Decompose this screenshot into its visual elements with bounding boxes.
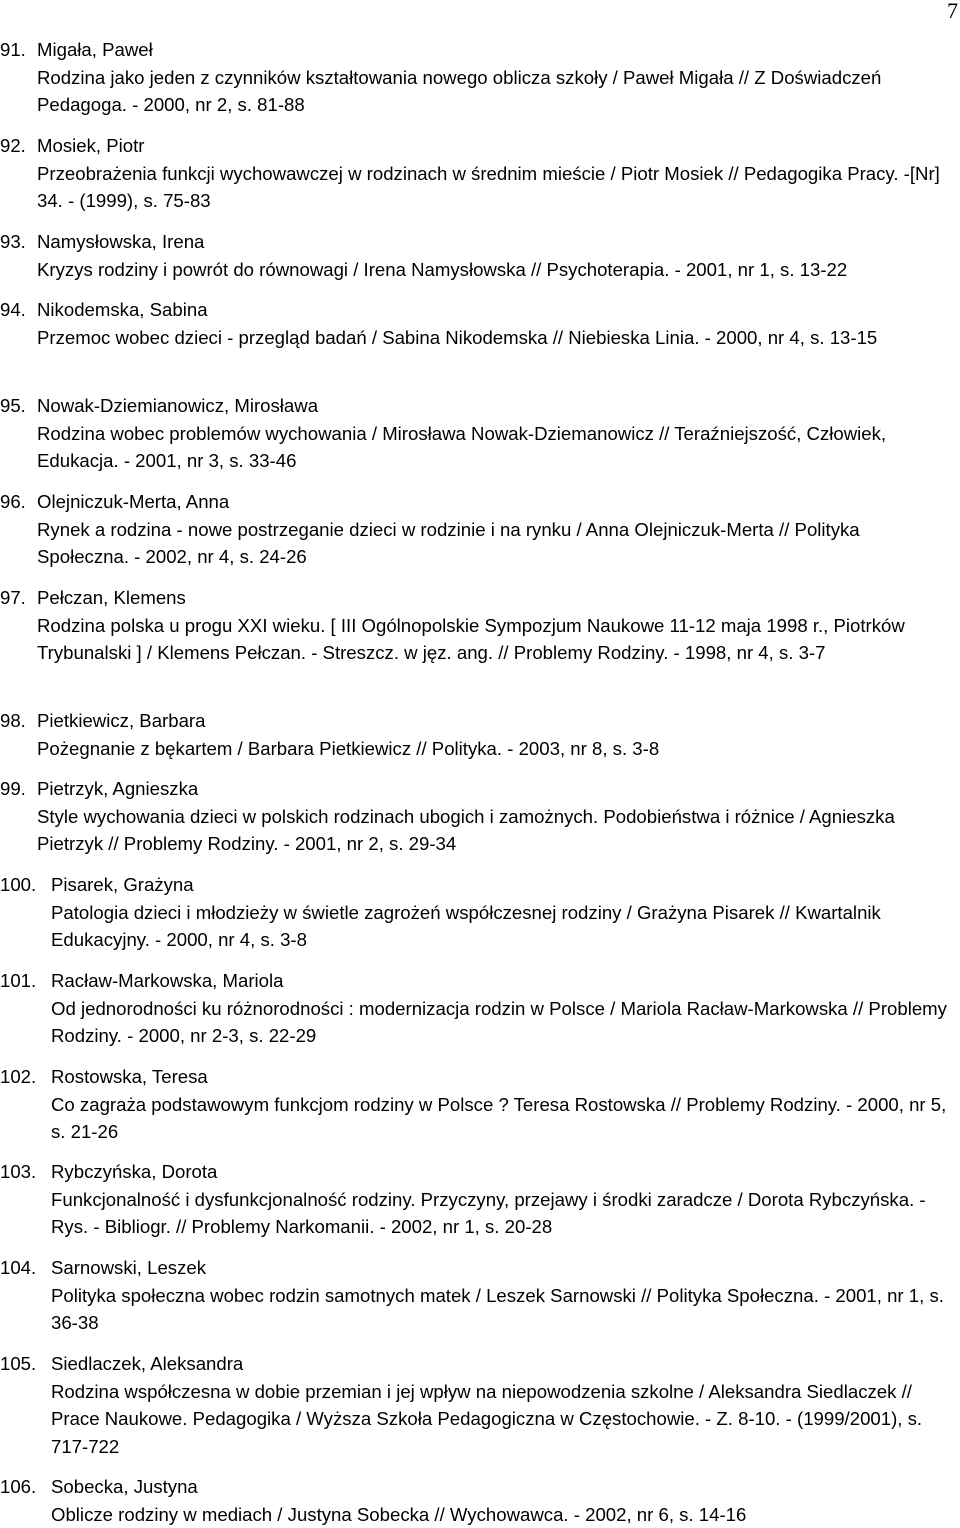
entry-number: 91. xyxy=(0,36,26,64)
entry-number: 95. xyxy=(0,392,26,420)
entry-reference: Rodzina jako jeden z czynników kształtowania nowego oblicza szkoły / Paweł Migała // Z Doświadczeń Pedagoga. - 2000, nr 2, s. 81-88 xyxy=(37,64,956,119)
entry-number: 94. xyxy=(0,296,26,324)
bibliography-entry xyxy=(0,488,960,571)
entry-reference: Przemoc wobec dzieci - przegląd badań / Sabina Nikodemska // Niebieska Linia. - 2000, nr 4, s. 13-15 xyxy=(37,324,956,352)
entry-reference: Pożegnanie z bękartem / Barbara Pietkiewicz // Polityka. - 2003, nr 8, s. 3-8 xyxy=(37,735,956,763)
bibliography-entry xyxy=(0,967,960,1050)
entry-author: Pietkiewicz, Barbara xyxy=(37,707,956,735)
entry-author: Pisarek, Grażyna xyxy=(51,871,956,899)
entry-author: Olejniczuk-Merta, Anna xyxy=(37,488,956,516)
entry-reference: Rodzina współczesna w dobie przemian i jej wpływ na niepowodzenia szkolne / Aleksandra Siedlaczek // Prace Naukowe. Pedagogika / Wyższa Szkoła Pedagogiczna w Częstochowie. - Z. 8-10. - (1999/2001), s. 717-722 xyxy=(51,1378,956,1461)
entry-author: Siedlaczek, Aleksandra xyxy=(51,1350,956,1378)
entry-number: 100. xyxy=(0,871,36,899)
entry-number: 93. xyxy=(0,228,26,256)
entry-number: 106. xyxy=(0,1473,36,1501)
entry-reference: Rynek a rodzina - nowe postrzeganie dzieci w rodzinie i na rynku / Anna Olejniczuk-Merta // Polityka Społeczna. - 2002, nr 4, s. 24-26 xyxy=(37,516,956,571)
entry-reference: Kryzys rodziny i powrót do równowagi / Irena Namysłowska // Psychoterapia. - 2001, nr 1, s. 13-22 xyxy=(37,256,956,284)
entry-author: Pietrzyk, Agnieszka xyxy=(37,775,956,803)
entry-author: Nikodemska, Sabina xyxy=(37,296,956,324)
bibliography-entry xyxy=(0,707,960,762)
bibliography-entry xyxy=(0,36,960,119)
entry-number: 104. xyxy=(0,1254,36,1282)
bibliography-entry xyxy=(0,1473,960,1528)
entry-author: Racław-Markowska, Mariola xyxy=(51,967,956,995)
entry-author: Mosiek, Piotr xyxy=(37,132,956,160)
entry-number: 105. xyxy=(0,1350,36,1378)
entry-reference: Co zagraża podstawowym funkcjom rodziny w Polsce ? Teresa Rostowska // Problemy Rodziny. - 2000, nr 5, s. 21-26 xyxy=(51,1091,956,1146)
bibliography-entry xyxy=(0,1254,960,1337)
entry-reference: Od jednorodności ku różnorodności : modernizacja rodzin w Polsce / Mariola Racław-Markowska // Problemy Rodziny. - 2000, nr 2-3, s. 22-29 xyxy=(51,995,956,1050)
entry-reference: Rodzina wobec problemów wychowania / Mirosława Nowak-Dziemanowicz // Teraźniejszość, Człowiek, Edukacja. - 2001, nr 3, s. 33-46 xyxy=(37,420,956,475)
page-number: 7 xyxy=(947,0,958,22)
entry-reference: Patologia dzieci i młodzieży w świetle zagrożeń współczesnej rodziny / Grażyna Pisarek // Kwartalnik Edukacyjny. - 2000, nr 4, s. 3-8 xyxy=(51,899,956,954)
entry-author: Namysłowska, Irena xyxy=(37,228,956,256)
entry-reference: Polityka społeczna wobec rodzin samotnych matek / Leszek Sarnowski // Polityka Społeczna. - 2001, nr 1, s. 36-38 xyxy=(51,1282,956,1337)
bibliography-entry xyxy=(0,584,960,667)
bibliography-entry xyxy=(0,1350,960,1460)
entry-number: 98. xyxy=(0,707,26,735)
bibliography-entry xyxy=(0,1063,960,1146)
entry-author: Pełczan, Klemens xyxy=(37,584,956,612)
entry-reference: Rodzina polska u progu XXI wieku. [ III Ogólnopolskie Sympozjum Naukowe 11-12 maja 1998 r., Piotrków Trybunalski ] / Klemens Pełczan. - Streszcz. w jęz. ang. // Problemy Rodziny. - 1998, nr 4, s. 3-7 xyxy=(37,612,956,667)
bibliography-entry xyxy=(0,296,960,351)
bibliography-entry xyxy=(0,392,960,475)
bibliography-entry xyxy=(0,228,960,283)
entry-reference: Oblicze rodziny w mediach / Justyna Sobecka // Wychowawca. - 2002, nr 6, s. 14-16 xyxy=(51,1501,956,1528)
entry-number: 96. xyxy=(0,488,26,516)
entry-author: Nowak-Dziemianowicz, Mirosława xyxy=(37,392,956,420)
entry-number: 102. xyxy=(0,1063,36,1091)
entry-author: Rybczyńska, Dorota xyxy=(51,1158,956,1186)
entry-reference: Funkcjonalność i dysfunkcjonalność rodziny. Przyczyny, przejawy i środki zaradcze / Dorota Rybczyńska. - Rys. - Bibliogr. // Problemy Narkomanii. - 2002, nr 1, s. 20-28 xyxy=(51,1186,956,1241)
bibliography-entry xyxy=(0,1158,960,1241)
bibliography-entry xyxy=(0,132,960,215)
entry-number: 99. xyxy=(0,775,26,803)
bibliography-entry xyxy=(0,775,960,858)
entry-reference: Style wychowania dzieci w polskich rodzinach ubogich i zamożnych. Podobieństwa i różnice / Agnieszka Pietrzyk // Problemy Rodziny. - 2001, nr 2, s. 29-34 xyxy=(37,803,956,858)
entry-number: 103. xyxy=(0,1158,36,1186)
entry-number: 101. xyxy=(0,967,36,995)
entry-author: Migała, Paweł xyxy=(37,36,956,64)
entry-number: 92. xyxy=(0,132,26,160)
entry-author: Sobecka, Justyna xyxy=(51,1473,956,1501)
entry-author: Rostowska, Teresa xyxy=(51,1063,956,1091)
entry-author: Sarnowski, Leszek xyxy=(51,1254,956,1282)
entry-reference: Przeobrażenia funkcji wychowawczej w rodzinach w średnim mieście / Piotr Mosiek // Pedagogika Pracy. -[Nr] 34. - (1999), s. 75-83 xyxy=(37,160,956,215)
bibliography-entry xyxy=(0,871,960,954)
entry-number: 97. xyxy=(0,584,26,612)
